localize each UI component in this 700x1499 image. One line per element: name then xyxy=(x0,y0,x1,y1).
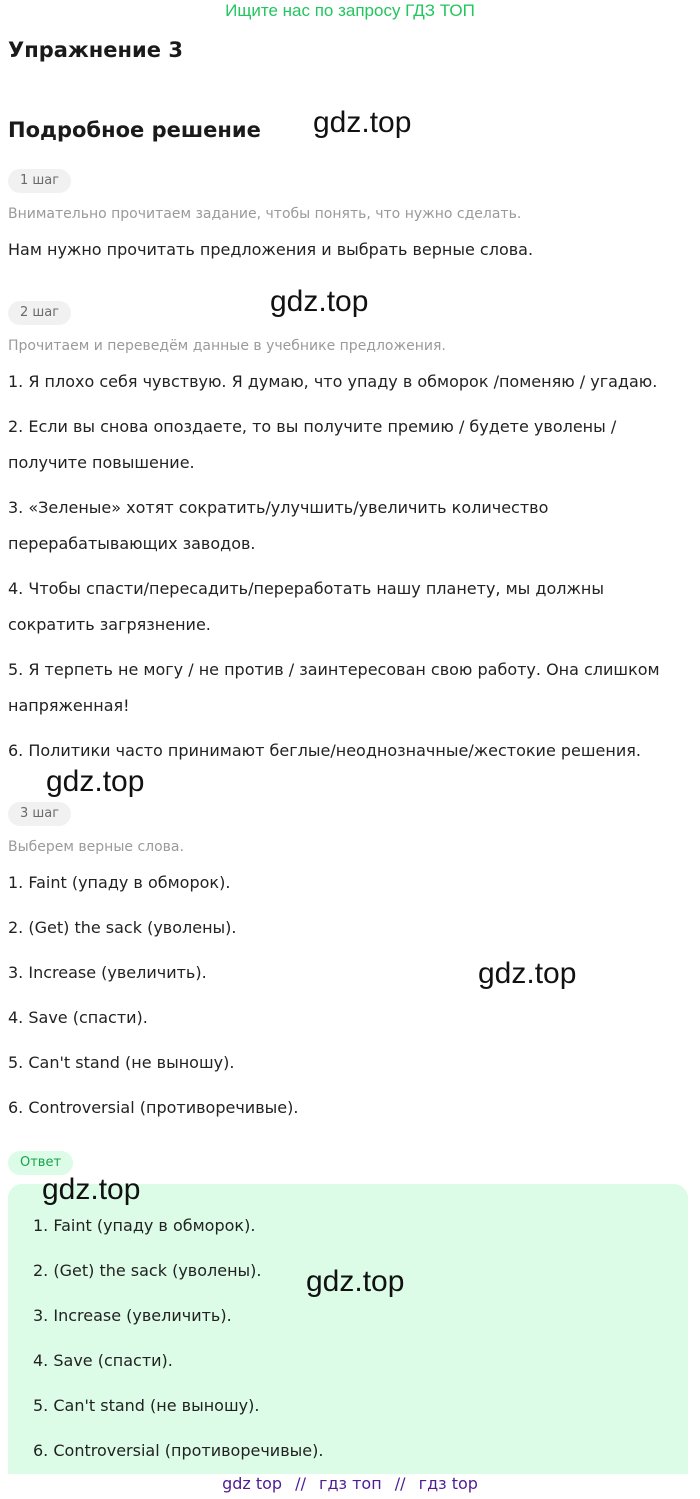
step-text: 4. Save (спасти). xyxy=(8,1008,148,1027)
step-hint: Внимательно прочитаем задание, чтобы понять, что нужно сделать. xyxy=(8,206,522,222)
page-title: Упражнение 3 xyxy=(8,38,183,62)
step-text: сократить загрязнение. xyxy=(8,615,211,634)
watermark: gdz.top xyxy=(42,1173,141,1206)
step-text: 1. Faint (упаду в обморок). xyxy=(8,873,231,892)
step-hint: Выберем верные слова. xyxy=(8,839,184,855)
watermark: gdz.top xyxy=(306,1265,405,1298)
step-text: Нам нужно прочитать предложения и выбрать верные слова. xyxy=(8,240,534,259)
step-badge: 1 шаг xyxy=(8,169,71,193)
answer-item: 6. Controversial (противоречивые). xyxy=(33,1441,324,1460)
section-title: Подробное решение xyxy=(8,118,261,142)
step-badge: 2 шаг xyxy=(8,301,71,325)
footer-link-gdz-top-ru[interactable]: гдз топ xyxy=(319,1474,382,1493)
step-text: 6. Политики часто принимают беглые/неоднозначные/жестокие решения. xyxy=(8,741,641,760)
answer-item: 3. Increase (увеличить). xyxy=(33,1306,232,1325)
step-hint: Прочитаем и переведём данные в учебнике предложения. xyxy=(8,338,446,354)
answer-item: 1. Faint (упаду в обморок). xyxy=(33,1216,256,1235)
watermark: gdz.top xyxy=(46,765,145,798)
step-text: перерабатывающих заводов. xyxy=(8,534,256,553)
watermark: gdz.top xyxy=(478,957,577,990)
step-text: 5. Can't stand (не выношу). xyxy=(8,1053,235,1072)
step-text: 3. «Зеленые» хотят сократить/улучшить/увеличить количество xyxy=(8,498,549,517)
step-text: 2. Если вы снова опоздаете, то вы получите премию / будете уволены / xyxy=(8,417,617,436)
step-text: 4. Чтобы спасти/пересадить/переработать нашу планету, мы должны xyxy=(8,579,604,598)
step-badge: 3 шаг xyxy=(8,802,71,826)
step-text: 6. Controversial (противоречивые). xyxy=(8,1098,299,1117)
step-text: 1. Я плохо себя чувствую. Я думаю, что упаду в обморок /поменяю / угадаю. xyxy=(8,372,658,391)
search-banner: Ищите нас по запросу ГДЗ ТОП xyxy=(225,1,475,20)
step-text: получите повышение. xyxy=(8,453,195,472)
footer-separator: // xyxy=(295,1474,306,1493)
step-text: напряженная! xyxy=(8,696,130,715)
footer-link-gdz-top-mixed[interactable]: гдз top xyxy=(418,1474,478,1493)
answer-item: 5. Can't stand (не выношу). xyxy=(33,1396,260,1415)
step-text: 2. (Get) the sack (уволены). xyxy=(8,918,237,937)
footer-links xyxy=(0,1473,700,1495)
footer-separator: // xyxy=(394,1474,406,1493)
step-text: 3. Increase (увеличить). xyxy=(8,963,207,982)
answer-badge: Ответ xyxy=(8,1151,73,1175)
watermark: gdz.top xyxy=(270,285,369,318)
answer-item: 4. Save (спасти). xyxy=(33,1351,173,1370)
answer-item: 2. (Get) the sack (уволены). xyxy=(33,1261,262,1280)
footer-link-gdz-top[interactable]: gdz top xyxy=(222,1474,283,1493)
step-text: 5. Я терпеть не могу / не против / заинтересован свою работу. Она слишком xyxy=(8,660,660,679)
watermark: gdz.top xyxy=(313,106,412,139)
